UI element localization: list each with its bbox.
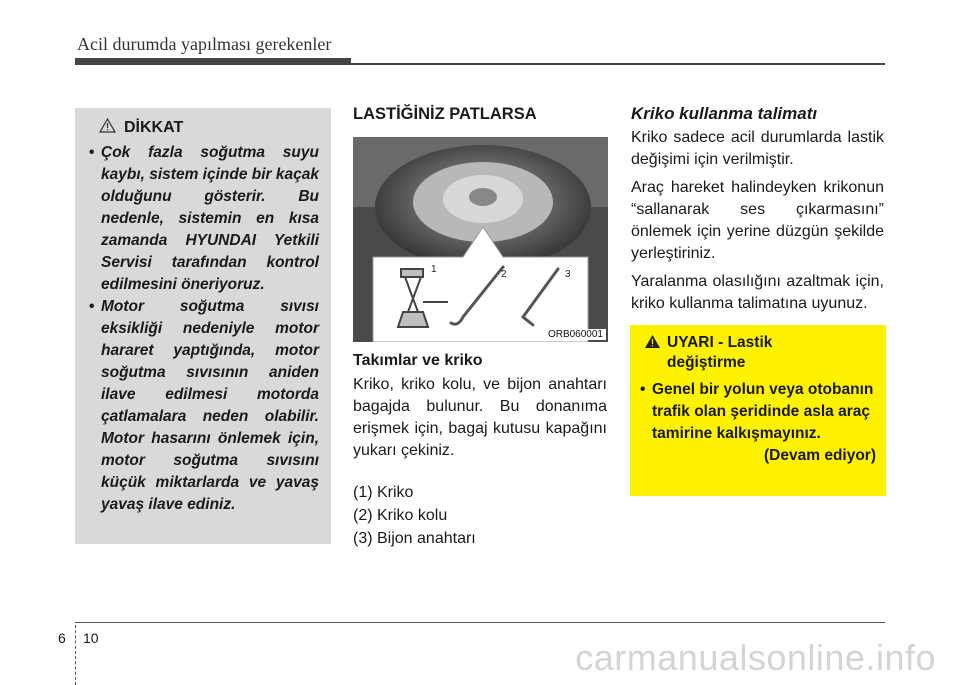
photo-callout: 2	[501, 269, 507, 280]
parts-list	[353, 481, 476, 550]
caution-box	[75, 108, 331, 544]
caution-title	[99, 118, 319, 138]
warning-title-text: UYARI - Lastik değiştirme	[667, 334, 773, 371]
watermark: carmanualsonline.info	[575, 637, 936, 678]
continued-label: (Devam ediyor)	[764, 447, 876, 464]
photo-caption: ORB060001	[545, 329, 606, 340]
list-item: (2) Kriko kolu	[353, 507, 448, 524]
paragraph: Yaralanma olasılığını azaltmak için, kriko kullanma talimatına uyunuz.	[631, 273, 884, 312]
paragraph: Araç hareket halindeyken krikonun “sallanarak ses çıkarmasını” önlemek için yerine düzgün şekilde yerleştiriniz.	[631, 179, 884, 262]
header-rule-thick	[75, 58, 351, 65]
photo-callout: 1	[431, 264, 437, 275]
warning-body: • Genel bir yolun veya otobanın trafik olan şeridinde asla araç tamirine kalkışmayınız.	[640, 379, 876, 445]
caution-list	[89, 142, 319, 516]
list-item: (1) Kriko	[353, 484, 414, 501]
spare-tire-photo	[353, 137, 608, 342]
spare-tire-illustration	[353, 137, 608, 342]
section-title: LASTİĞİNİZ PATLARSA	[353, 105, 537, 123]
warning-triangle-icon	[644, 334, 661, 373]
paragraph: Kriko sadece acil durumlarda lastik değişimi için verilmiştir.	[631, 129, 884, 168]
caution-item: • Çok fazla soğutma suyu kaybı, sistem içinde bir kaçak olduğunu gösterir. Bu nedenle, sistemin en kısa zamanda HYUNDAI Yetkili Servisi tarafından kontrol edilmesini öneriyoruz.	[89, 142, 319, 296]
warning-box	[630, 325, 886, 496]
sub-title: Takımlar ve kriko	[353, 352, 483, 369]
warning-title	[644, 333, 876, 373]
warning-triangle-icon	[99, 118, 116, 138]
header-title: Acil durumda yapılması gerekenler	[77, 34, 332, 54]
caution-item: • Motor soğutma sıvısı eksikliği nedeniyle motor hararet yaptığında, motor soğutma sıvısının aniden ilave edilmesi motorda çatlamalara neden olabilir. Motor hasarını önlemek için, motor soğutma sıvısını küçük miktarlarda ve yavaş yavaş ilave ediniz.	[89, 296, 319, 516]
header-rule-thin	[351, 63, 885, 65]
footer-rule	[75, 622, 885, 623]
footer-divider	[75, 625, 76, 685]
caution-title-text: DİKKAT	[124, 119, 184, 136]
photo-callout: 3	[565, 269, 571, 280]
list-item: (3) Bijon anahtarı	[353, 530, 476, 547]
jack-instructions-title: Kriko kullanma talimatı	[631, 104, 818, 123]
jack-instructions-text	[631, 127, 884, 321]
tools-description: Kriko, kriko kolu, ve bijon anahtarı bagajda bulunur. Bu donanıma erişmek için, bagaj kutusu kapağını yukarı çekiniz.	[353, 376, 607, 459]
chapter-number: 6	[58, 630, 66, 646]
page-number: 10	[83, 630, 99, 646]
